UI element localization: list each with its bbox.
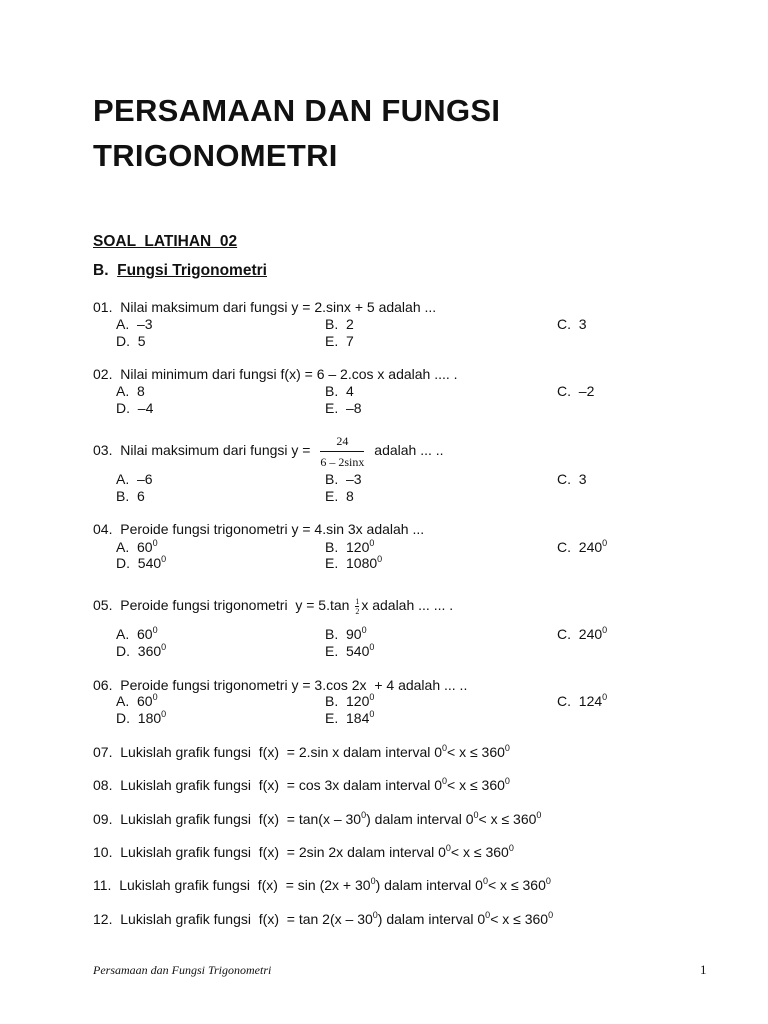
option-c: C. $124^0$ [557, 692, 608, 709]
question-text: Peroide fungsi trigonometri y = 5.tan [120, 597, 350, 614]
title-line-1: PERSAMAAN DAN FUNGSI [93, 93, 501, 128]
option-b: B. –3 [325, 471, 362, 487]
option-b: B. 4 [325, 383, 354, 399]
question-10: 10. Lukislah grafik fungsi f(x) = 2sin 2x dalam interval $0^0< x \le 360^0$ [93, 843, 514, 860]
question-number: 02. [93, 366, 113, 382]
option-d: B. 6 [116, 488, 145, 504]
option-d: D. –4 [116, 400, 154, 416]
option-d: D. $180^0$ [116, 709, 167, 726]
fraction-denominator: 2 [355, 607, 360, 616]
option-b: B. 2 [325, 316, 354, 332]
option-a: A. $60^0$ [116, 692, 158, 709]
question-05 [93, 597, 453, 616]
fraction [320, 433, 364, 470]
option-c: C. 3 [557, 316, 587, 332]
question-07: 07. Lukislah grafik fungsi f(x) = 2.sin x dalam interval $0^0< x \le 360^0$ [93, 743, 510, 760]
option-c: C. 3 [557, 471, 587, 487]
page-title [93, 88, 500, 178]
question-text: Nilai maksimum dari fungsi y = [120, 442, 311, 459]
footer-title: Persamaan dan Fungsi Trigonometri [93, 963, 272, 977]
question-text: Peroide fungsi trigonometri y = 4.sin 3x adalah ... [120, 521, 425, 537]
question-09: 09. Lukislah grafik fungsi $f(x) = \tan(x - 30^0)$ dalam interval $0^0< x \le 360^0$ [93, 810, 542, 827]
option-c: C. $240^0$ [557, 538, 608, 555]
question-number: 03. [93, 442, 113, 459]
question-04 [93, 521, 424, 537]
option-e: E. 1080$^0$ [325, 554, 383, 571]
fraction-numerator: 1 [355, 597, 360, 606]
option-c: C. $240^0$ [557, 625, 608, 642]
option-a: A. 8 [116, 383, 145, 399]
option-e: E. 8 [325, 488, 354, 504]
question-number: 05. [93, 597, 113, 614]
question-02 [93, 366, 458, 382]
fraction-numerator: 24 [320, 433, 364, 452]
question-number: 06. [93, 677, 113, 693]
question-text-end: adalah ... .. [374, 442, 444, 459]
option-a: A. –6 [116, 471, 153, 487]
subsection-letter: B. [93, 262, 109, 279]
option-e: E. $184^0$ [325, 709, 375, 726]
subsection-title: Fungsi Trigonometri [117, 262, 267, 279]
subsection-heading [93, 262, 267, 280]
question-number: 01. [93, 299, 113, 315]
fraction [355, 597, 359, 616]
page-number: 1 [700, 962, 707, 977]
option-b: B. $120^0$ [325, 692, 375, 709]
option-b: B. $120^0$ [325, 538, 375, 555]
section-heading: SOAL LATIHAN 02 [93, 233, 238, 250]
option-c: C. –2 [557, 383, 595, 399]
option-a: A. $60^0$ [116, 625, 158, 642]
question-08: 08. Lukislah grafik fungsi f(x) = cos 3x dalam interval $0^0< x \le 360^0$ [93, 776, 510, 793]
question-11: 11. Lukislah grafik fungsi $f(x) = \sin (2x + 30^0)$ dalam interval $0^0< x \le 360^0$ [93, 876, 551, 893]
fraction-denominator: 6 – 2sinx [320, 455, 365, 469]
option-a: A. $60^0$ [116, 538, 158, 555]
option-e: E. 7 [325, 333, 354, 349]
question-text: Nilai maksimum dari fungsi y = 2.sinx + 5 adalah ... [120, 299, 437, 315]
option-a: A. –3 [116, 316, 153, 332]
title-line-2: TRIGONOMETRI [93, 138, 338, 173]
option-e: E. $540^0$ [325, 642, 375, 659]
question-text-end: x adalah ... ... . [361, 597, 454, 614]
question-number: 04. [93, 521, 113, 537]
question-12: 12. Lukislah grafik fungsi $f(x) = \tan 2(x - 30^0)$ dalam interval $0^0< x \le 360^0$ [93, 910, 554, 927]
question-text: Nilai minimum dari fungsi f(x) = 6 – 2.cos x adalah .... . [120, 366, 458, 382]
question-01 [93, 299, 436, 315]
option-b: B. $90^0$ [325, 625, 367, 642]
question-06 [93, 677, 467, 693]
option-d: D. $360^0$ [116, 642, 167, 659]
option-d: D. $540^0$ [116, 554, 167, 571]
option-d: D. 5 [116, 333, 146, 349]
option-e: E. –8 [325, 400, 362, 416]
question-text: Peroide fungsi trigonometri y = 3.cos 2x + 4 adalah ... .. [120, 677, 468, 693]
question-03 [93, 433, 444, 470]
